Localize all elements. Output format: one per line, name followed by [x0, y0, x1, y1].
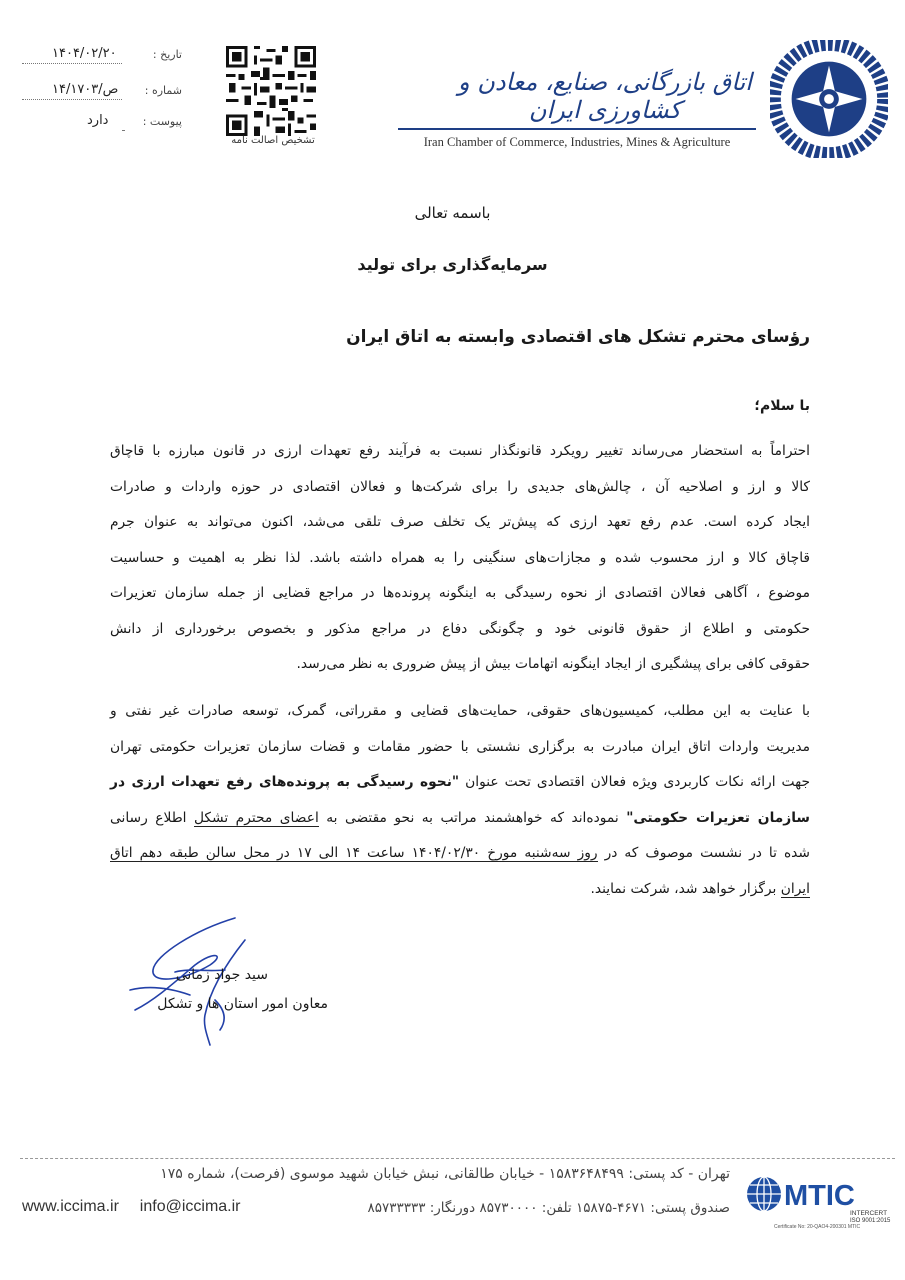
event-time-underlined: روز سه‌شنبه مورخ ۱۴۰۴/۰۲/۳۰ ساعت ۱۴ الی ۱۷ در محل سالن طبقه دهم اتاق	[110, 845, 598, 861]
footer-address: تهران - کد پستی: ۱۵۸۳۶۴۸۴۹۹ - خیابان طالقانی، نبش خیابان شهید موسوی (فرصت)، شماره ۱۷۵	[160, 1166, 730, 1182]
text-run: اطلاع رسانی	[110, 809, 194, 826]
mtic-cert-no: Certificate No: 20-QAO4-200301 MTIC	[774, 1224, 861, 1230]
paragraph-line: موضوع ، آگاهی فعالان اقتصادی از نحوه رسیدگی به اینگونه پرونده‌ها در مراجع قضایی از جمله سازمان تعزیرات	[110, 585, 810, 601]
paragraph-2	[110, 694, 810, 907]
mtic-brand: MTIC	[784, 1180, 855, 1212]
attachment-field	[22, 115, 182, 133]
text-run: شده تا در نشست موصوف که در	[597, 845, 810, 861]
text-run: نموده‌اند که خواهشمند مراتب به نحو مقتضی به	[318, 809, 627, 826]
mtic-sub: INTERCERT	[850, 1210, 888, 1217]
mtic-certification-icon	[744, 1172, 894, 1230]
members-underlined: اعضای محترم تشکل	[193, 809, 319, 826]
number-dots	[22, 99, 122, 100]
event-place-underlined: ایران	[780, 880, 810, 897]
invocation: باسمه تعالی	[414, 204, 491, 222]
attachment-value: دارد	[87, 113, 109, 128]
motto: سرمایه‌گذاری برای تولید	[357, 255, 548, 274]
text-run: جهت ارائه نکات کاربردی ویژه فعالان اقتصادی تحت عنوان	[459, 774, 810, 790]
paragraph-line: احتراماً به استحضار می‌رساند تغییر رویکرد قانونگذار نسبت به فرآیند رفع تعهدات ارزی در قانون مبارزه با قاچاق	[110, 443, 810, 459]
paragraph-line: مدیریت واردات اتاق ایران مبادرت به برگزاری نشستی با حضور مقامات و قضات سازمان تعزیرات حکومتی تهران	[110, 738, 810, 755]
paragraph-line	[110, 801, 810, 837]
date-field	[22, 48, 182, 66]
event-title-bold: سازمان تعزیرات حکومتی"	[626, 809, 810, 826]
footer-contact: صندوق پستی: ۴۶۷۱-۱۵۸۷۵ تلفن: ۸۵۷۳۰۰۰۰ دورنگار: ۸۵۷۳۳۳۳۳	[367, 1200, 730, 1216]
org-divider	[398, 128, 756, 130]
paragraph-line: حکومتی و اطلاع از حقوق قانونی خود و چگونگی دفاع در مراجع مذکور و بخصوص برخورداری از دانش	[110, 620, 810, 637]
paragraph-line: قاچاق کالا و ارز محسوب شده و مجازات‌های سنگینی را به همراه داشته باشد. لذا نظر به اهمیت و حساسیت	[110, 549, 810, 566]
paragraph-1	[110, 434, 810, 683]
date-label: تاریخ :	[152, 48, 182, 61]
attachment-label: پیوست :	[142, 115, 182, 128]
number-label: شماره :	[144, 84, 182, 97]
mtic-iso: ISO 9001:2015	[850, 1218, 891, 1224]
paragraph-line	[110, 872, 810, 908]
addressee: رؤسای محترم تشکل های اقتصادی وابسته به اتاق ایران	[346, 327, 810, 347]
number-value: ۱۴/۱۷۰۳/ص	[52, 82, 119, 97]
greeting: با سلام؛	[754, 398, 810, 414]
signer-name: سید جواد زمانی	[175, 967, 268, 983]
attachment-dots	[122, 130, 124, 131]
date-value: ۱۴۰۴/۰۲/۲۰	[52, 46, 117, 61]
org-name-en: Iran Chamber of Commerce, Industries, Mines & Agriculture	[423, 135, 731, 149]
signer-title: معاون امور استان ها و تشکل	[157, 996, 328, 1012]
footer-divider	[20, 1158, 895, 1159]
event-title-bold: "نحوه رسیدگی به پرونده‌های رفع تعهدات ارزی در	[110, 774, 460, 790]
paragraph-line: کالا و ارز و اصلاحیه آن ، چالش‌های جدیدی را برای شرکت‌ها و فعالان اقتصادی در حوزه واردات و صادرات	[110, 478, 810, 495]
footer-web	[22, 1198, 241, 1216]
paragraph-line	[110, 836, 810, 872]
text-run: برگزار خواهد شد، شرکت نمایند.	[590, 880, 781, 897]
email-link[interactable]: info@iccima.ir	[139, 1198, 241, 1215]
paragraph-line: حقوقی کافی برای پیشگیری از ایجاد اینگونه اتهامات بیش از پیش ضروری به نظر می‌رسد.	[296, 656, 810, 672]
paragraph-line: با عنایت به این مطلب، کمیسیون‌های حقوقی، حمایت‌های قضایی و مقرراتی، گمرک، توسعه صادرات غیر نفتی و	[110, 703, 810, 719]
qr-caption: تشخیص اصالت نامه	[231, 135, 315, 146]
paragraph-line	[110, 765, 810, 801]
number-field	[22, 84, 182, 102]
qr-code[interactable]	[226, 46, 316, 136]
org-name-fa: اتاق بازرگانی، صنایع، معادن و کشاورزی ایران	[458, 68, 752, 124]
date-dots	[22, 63, 122, 64]
paragraph-line: ایجاد کرده است. عدم رفع تعهد ارزی که پیش‌تر یک تخلف صرف تلقی می‌شد، اکنون می‌تواند به عنوان جرم	[110, 514, 810, 530]
website-link[interactable]: www.iccima.ir	[22, 1198, 119, 1215]
iccima-logo-icon	[770, 40, 888, 158]
